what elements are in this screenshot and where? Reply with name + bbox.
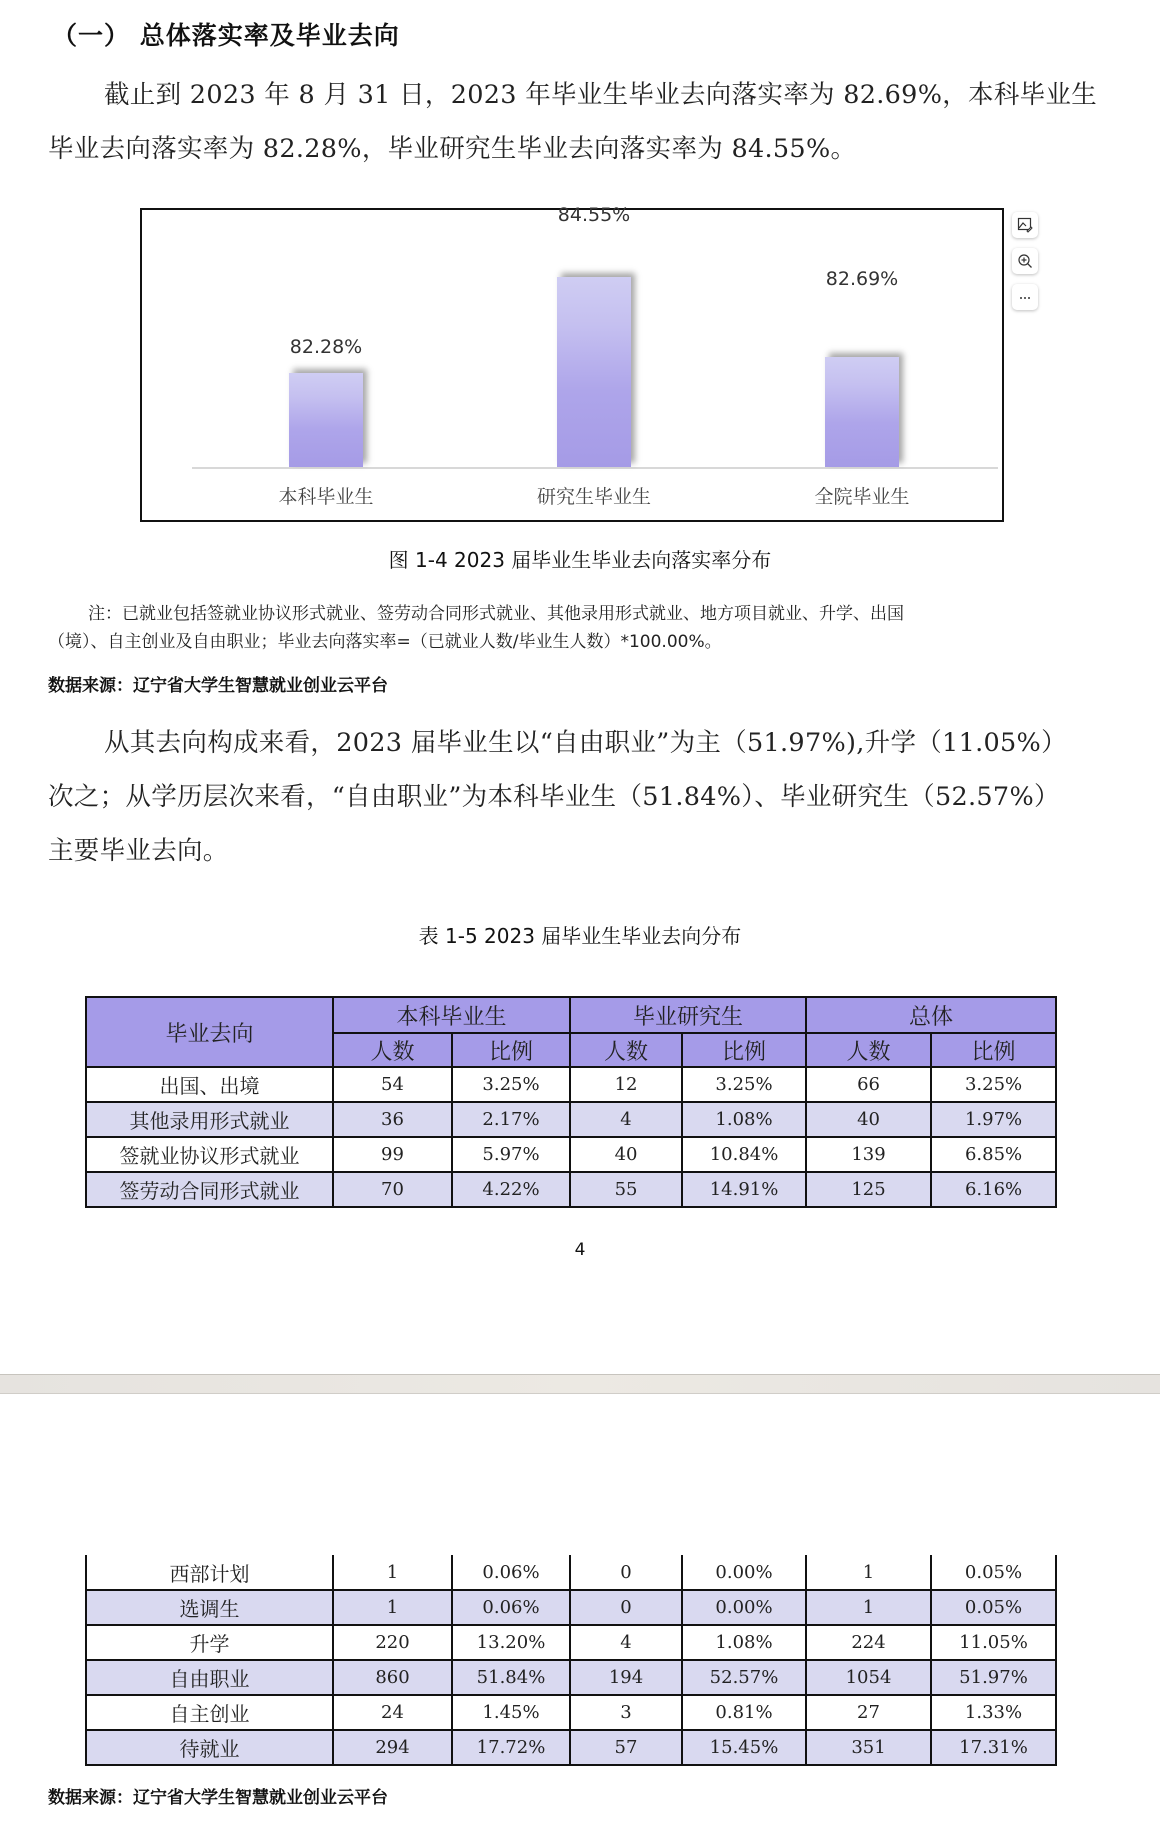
- cell: 4: [570, 1625, 682, 1660]
- header-count: 人数: [570, 1033, 682, 1067]
- row-label: 选调生: [86, 1590, 333, 1625]
- row-label: 出国、出境: [86, 1067, 333, 1102]
- cell: 224: [806, 1625, 931, 1660]
- cell: 14.91%: [682, 1172, 806, 1207]
- table-row: [86, 1625, 1056, 1660]
- image-edit-button[interactable]: [1012, 212, 1038, 238]
- cell: 1: [806, 1590, 931, 1625]
- data-source: 数据来源：辽宁省大学生智慧就业创业云平台: [48, 676, 388, 696]
- header-count: 人数: [333, 1033, 452, 1067]
- cell: 0.05%: [931, 1590, 1056, 1625]
- cell: 99: [333, 1137, 452, 1172]
- bar-all: [825, 357, 899, 467]
- cell: 52.57%: [682, 1660, 806, 1695]
- paragraph-line: 主要毕业去向。: [48, 836, 229, 866]
- cell: 40: [570, 1137, 682, 1172]
- header-count: 人数: [806, 1033, 931, 1067]
- destination-table: [85, 996, 1057, 1208]
- table-row: [86, 1555, 1056, 1590]
- cell: 0.81%: [682, 1695, 806, 1730]
- cell: 1.08%: [682, 1625, 806, 1660]
- header-ratio: 比例: [452, 1033, 570, 1067]
- cell: 0.05%: [931, 1555, 1056, 1590]
- table-data-source: 数据来源：辽宁省大学生智慧就业创业云平台: [48, 1788, 388, 1808]
- page-break: [0, 1374, 1160, 1394]
- cell: 24: [333, 1695, 452, 1730]
- cell: 13.20%: [452, 1625, 570, 1660]
- table-row: [86, 1590, 1056, 1625]
- paragraph-line: 截止到 2023 年 8 月 31 日，2023 年毕业生毕业去向落实率为 82.69%，本科毕业生: [104, 80, 1098, 110]
- header-ratio: 比例: [682, 1033, 806, 1067]
- row-label: 待就业: [86, 1730, 333, 1765]
- cell: 351: [806, 1730, 931, 1765]
- bar-value-label: 82.28%: [289, 336, 363, 358]
- header-graduate: 毕业研究生: [570, 997, 806, 1033]
- cell: 1.45%: [452, 1695, 570, 1730]
- cell: 0.06%: [452, 1590, 570, 1625]
- cell: 220: [333, 1625, 452, 1660]
- bar-value-label: 84.55%: [557, 204, 631, 226]
- category-label: 全院毕业生: [814, 486, 910, 508]
- figure-caption: 图 1-4 2023 届毕业生毕业去向落实率分布: [388, 548, 772, 572]
- note-line: 注：已就业包括签就业协议形式就业、签劳动合同形式就业、其他录用形式就业、地方项目就业、升学、出国: [88, 604, 904, 624]
- row-label: 自由职业: [86, 1660, 333, 1695]
- header-undergraduate: 本科毕业生: [333, 997, 570, 1033]
- cell: 1: [333, 1590, 452, 1625]
- cell: 3.25%: [682, 1067, 806, 1102]
- analysis-paragraph: [48, 716, 1108, 878]
- cell: 17.72%: [452, 1730, 570, 1765]
- cell: 6.85%: [931, 1137, 1056, 1172]
- cell: 55: [570, 1172, 682, 1207]
- bar-undergraduate: [289, 373, 363, 467]
- header-total: 总体: [806, 997, 1056, 1033]
- table-row: [86, 1067, 1056, 1102]
- cell: 6.16%: [931, 1172, 1056, 1207]
- category-label: 本科毕业生: [278, 486, 374, 508]
- row-label: 其他录用形式就业: [86, 1102, 333, 1137]
- cell: 40: [806, 1102, 931, 1137]
- cell: 2.17%: [452, 1102, 570, 1137]
- paragraph-line: 毕业去向落实率为 82.28%，毕业研究生毕业去向落实率为 84.55%。: [48, 134, 857, 164]
- cell: 51.97%: [931, 1660, 1056, 1695]
- cell: 57: [570, 1730, 682, 1765]
- bar-graduate: [557, 277, 631, 467]
- row-label: 自主创业: [86, 1695, 333, 1730]
- cell: 1.97%: [931, 1102, 1056, 1137]
- header-ratio: 比例: [931, 1033, 1056, 1067]
- table-row: [86, 1660, 1056, 1695]
- cell: 10.84%: [682, 1137, 806, 1172]
- cell: 66: [806, 1067, 931, 1102]
- table-caption: 表 1-5 2023 届毕业生毕业去向分布: [418, 924, 742, 948]
- cell: 12: [570, 1067, 682, 1102]
- cell: 36: [333, 1102, 452, 1137]
- figure-note: [48, 600, 1108, 656]
- page-number: 4: [574, 1240, 586, 1260]
- cell: 194: [570, 1660, 682, 1695]
- cell: 1: [806, 1555, 931, 1590]
- row-label: 升学: [86, 1625, 333, 1660]
- paragraph-line: 次之；从学历层次来看，“自由职业”为本科毕业生（51.84%）、毕业研究生（52.57%）: [48, 782, 1060, 812]
- cell: 11.05%: [931, 1625, 1056, 1660]
- cell: 5.97%: [452, 1137, 570, 1172]
- table-row: [86, 1172, 1056, 1207]
- cell: 0.00%: [682, 1555, 806, 1590]
- cell: 4.22%: [452, 1172, 570, 1207]
- cell: 27: [806, 1695, 931, 1730]
- cell: 1054: [806, 1660, 931, 1695]
- cell: 3: [570, 1695, 682, 1730]
- header-destination: 毕业去向: [86, 997, 333, 1067]
- cell: 125: [806, 1172, 931, 1207]
- image-edit-icon: [1017, 217, 1033, 233]
- x-axis-line: [192, 467, 998, 469]
- table-row: [86, 1102, 1056, 1137]
- cell: 0: [570, 1555, 682, 1590]
- table-row: [86, 1137, 1056, 1172]
- cell: 51.84%: [452, 1660, 570, 1695]
- category-label: 研究生毕业生: [536, 486, 651, 508]
- more-icon: [1017, 289, 1033, 305]
- cell: 1.33%: [931, 1695, 1056, 1730]
- row-label: 签就业协议形式就业: [86, 1137, 333, 1172]
- cell: 17.31%: [931, 1730, 1056, 1765]
- cell: 1.08%: [682, 1102, 806, 1137]
- bar-chart[interactable]: [140, 204, 1004, 522]
- cell: 860: [333, 1660, 452, 1695]
- intro-paragraph: [48, 68, 1108, 176]
- cell: 1: [333, 1555, 452, 1590]
- row-label: 签劳动合同形式就业: [86, 1172, 333, 1207]
- cell: 15.45%: [682, 1730, 806, 1765]
- cell: 0.00%: [682, 1590, 806, 1625]
- cell: 0.06%: [452, 1555, 570, 1590]
- table-row: [86, 1695, 1056, 1730]
- cell: 3.25%: [452, 1067, 570, 1102]
- zoom-in-icon: [1017, 253, 1033, 269]
- cell: 0: [570, 1590, 682, 1625]
- bar-value-label: 82.69%: [825, 268, 899, 290]
- row-label: 西部计划: [86, 1555, 333, 1590]
- cell: 70: [333, 1172, 452, 1207]
- cell: 54: [333, 1067, 452, 1102]
- zoom-in-button[interactable]: [1012, 248, 1038, 274]
- cell: 4: [570, 1102, 682, 1137]
- cell: 294: [333, 1730, 452, 1765]
- cell: 3.25%: [931, 1067, 1056, 1102]
- section-heading: （一） 总体落实率及毕业去向: [52, 21, 400, 50]
- more-options-button[interactable]: [1012, 284, 1038, 310]
- cell: 139: [806, 1137, 931, 1172]
- note-line: （境）、自主创业及自由职业；毕业去向落实率=（已就业人数/毕业生人数）*100.00%。: [48, 632, 722, 652]
- destination-table-continued: [85, 1555, 1057, 1766]
- table-row: [86, 1730, 1056, 1765]
- paragraph-line: 从其去向构成来看，2023 届毕业生以“自由职业”为主（51.97%),升学（11.05%）: [104, 728, 1067, 758]
